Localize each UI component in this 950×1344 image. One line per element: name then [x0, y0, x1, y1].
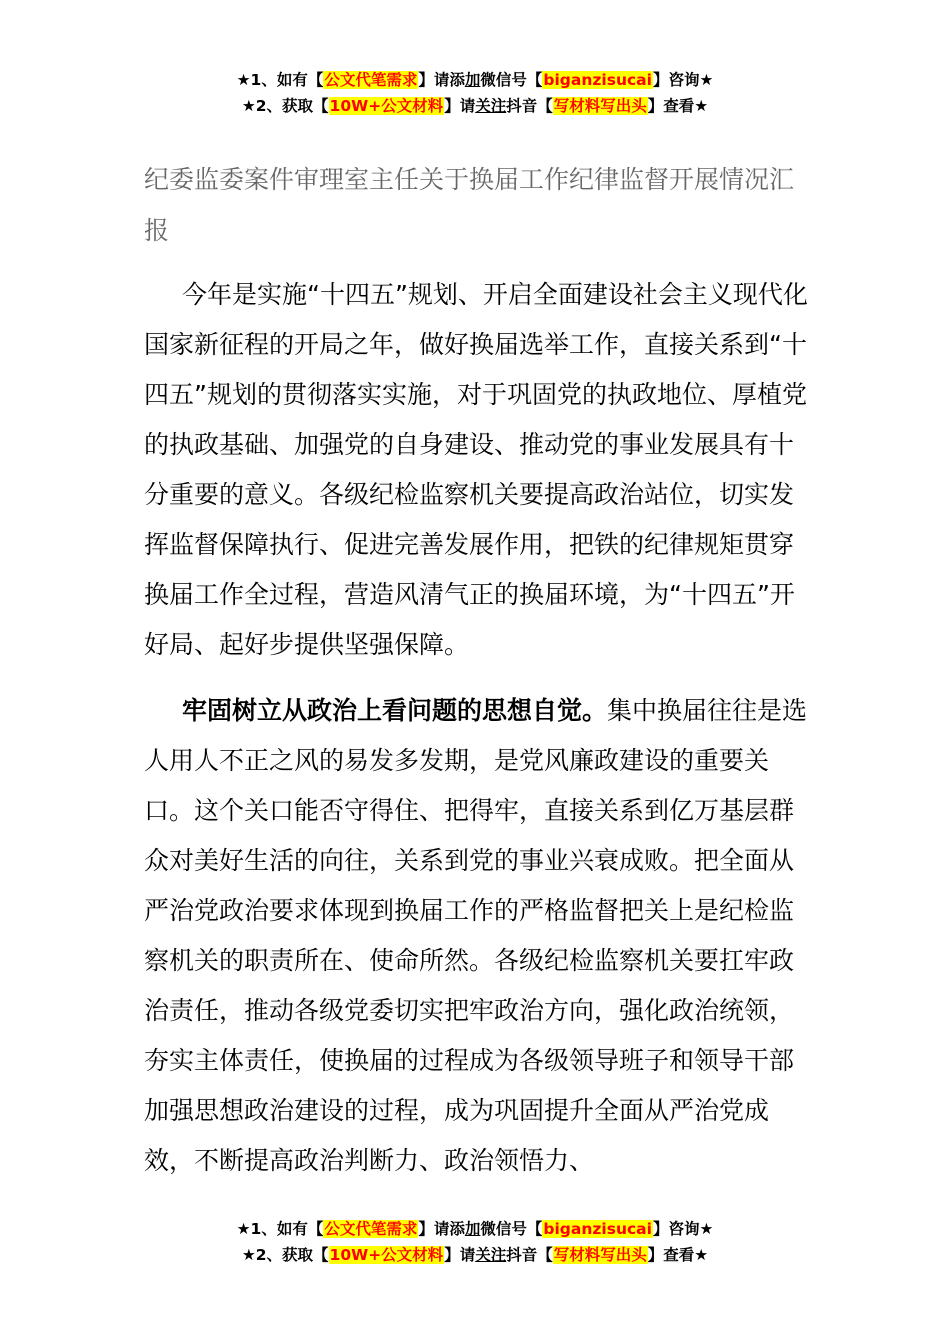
banner-text: 抖音【 — [506, 1246, 553, 1264]
banner-text: 】咨询★ — [652, 1220, 714, 1238]
paragraph-lead-heading: 牢固树立从政治上看问题的思想自觉。 — [182, 696, 608, 725]
banner-text: 】查看★ — [647, 1246, 709, 1264]
highlight-wechat-id: biganzisucai — [543, 71, 652, 89]
banner-emphasis: 加 — [464, 1220, 481, 1238]
header-banner — [0, 67, 950, 119]
banner-text: ★1、如有【 — [236, 71, 324, 89]
highlight-ghostwriting: 公文代笔需求 — [324, 1220, 418, 1238]
highlight-douyin-id: 写材料写出头 — [553, 97, 647, 115]
banner-text: 微信号【 — [480, 1220, 543, 1238]
document-title: 纪委监委案件审理室主任关于换届工作纪律监督开展情况汇报 — [144, 165, 795, 245]
banner-text: ★1、如有【 — [236, 1220, 324, 1238]
banner-text: 】请 — [444, 97, 476, 115]
banner-text: 微信号【 — [480, 71, 543, 89]
banner-text: 】查看★ — [647, 97, 709, 115]
banner-line-1 — [0, 67, 950, 93]
highlight-douyin-id: 写材料写出头 — [553, 1246, 647, 1264]
banner-line-2 — [0, 93, 950, 119]
highlight-materials: 10W+公文材料 — [329, 1246, 444, 1264]
highlight-materials: 10W+公文材料 — [329, 97, 444, 115]
banner-emphasis: 加 — [464, 71, 481, 89]
banner-line-1 — [0, 1216, 950, 1242]
body-paragraph-2 — [144, 686, 809, 1186]
paragraph-text: 集中换届往往是选人用人不正之风的易发多发期，是党风廉政建设的重要关口。这个关口能否守得住、把得牢，直接关系到亿万基层群众对美好生活的向往，关系到党的事业兴衰成败。把全面从严治党政治要求体现到换届工作的严格监督把关上是纪检监察机关的职责所在、使命所然。各级纪检监察机关要扛牢政治责任，推动各级党委切实把牢政治方向，强化政治统领，夯实主体责任，使换届的过程成为各级领导班子和领导干部加强思想政治建设的过程，成为巩固提升全面从严治党成效，不断提高政治判断力、政治领悟力、 — [144, 696, 808, 1175]
banner-text: ★2、获取【 — [241, 1246, 329, 1264]
body-paragraph-1 — [144, 270, 809, 670]
banner-text: 抖音【 — [506, 97, 553, 115]
footer-banner — [0, 1216, 950, 1268]
banner-line-2 — [0, 1242, 950, 1268]
banner-text: 】请添 — [418, 1220, 465, 1238]
banner-emphasis: 关注 — [475, 1246, 507, 1264]
paragraph-text: 今年是实施“十四五”规划、开启全面建设社会主义现代化国家新征程的开局之年，做好换届选举工作，直接关系到“十四五”规划的贯彻落实实施，对于巩固党的执政地位、厚植党的执政基础、加强党的自身建设、推动党的事业发展具有十分重要的意义。各级纪检监察机关要提高政治站位，切实发挥监督保障执行、促进完善发展作用，把铁的纪律规矩贯穿换届工作全过程，营造风清气正的换届环境，为“十四五”开好局、起好步提供坚强保障。 — [144, 280, 808, 659]
banner-emphasis: 关注 — [475, 97, 507, 115]
banner-text: ★2、获取【 — [241, 97, 329, 115]
banner-text: 】请添 — [418, 71, 465, 89]
highlight-wechat-id: biganzisucai — [543, 1220, 652, 1238]
banner-text: 】咨询★ — [652, 71, 714, 89]
highlight-ghostwriting: 公文代笔需求 — [324, 71, 418, 89]
banner-text: 】请 — [444, 1246, 476, 1264]
